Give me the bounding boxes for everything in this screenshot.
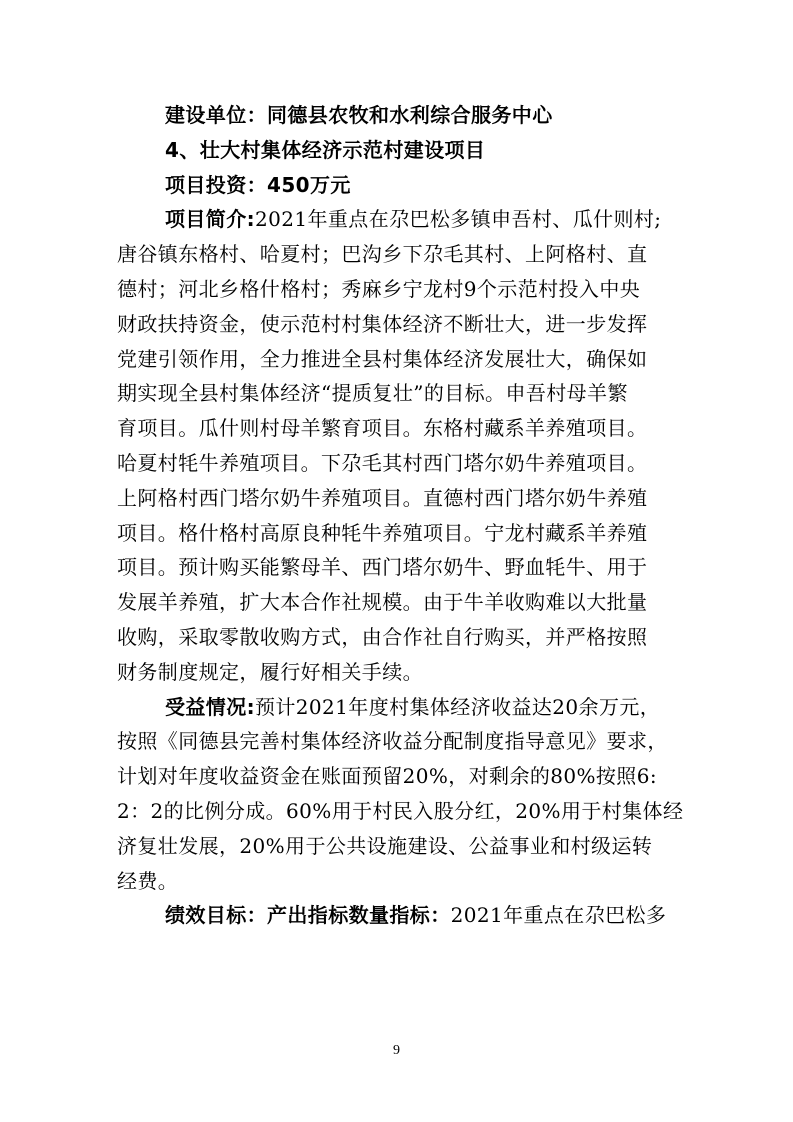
document-body — [117, 98, 683, 933]
investment-value: 450万元 — [267, 172, 351, 197]
benefit-line-first — [117, 690, 683, 725]
intro-line: 期实现全县村集体经济“提质复壮”的目标。申吾村母羊繁 — [117, 381, 628, 406]
construction-unit-value: 同德县农牧和水利综合服务中心 — [267, 103, 553, 127]
intro-line: 德村；河北乡格什格村；秀麻乡宁龙村9个示范村投入中央 — [117, 276, 641, 301]
benefit-line: 济复壮发展，20%用于公共设施建设、公益事业和村级运转 — [117, 833, 653, 858]
intro-line: 财务制度规定，履行好相关手续。 — [117, 659, 423, 684]
investment-label: 项目投资： — [165, 172, 267, 197]
intro-line: 党建引领作用，全力推进全县村集体经济发展壮大，确保如 — [117, 346, 648, 371]
intro-line: 收购，采取零散收购方式，由合作社自行购买，并严格按照 — [117, 624, 648, 649]
intro-text: 2021年重点在尕巴松多镇申吾村、瓜什则村; — [255, 207, 662, 232]
benefit-paragraph — [117, 690, 683, 899]
performance-line — [117, 898, 683, 933]
intro-line: 上阿格村西门塔尔奶牛养殖项目。直德村西门塔尔奶牛养殖 — [117, 485, 648, 510]
construction-unit-label: 建设单位： — [165, 103, 267, 127]
intro-line: 哈夏村牦牛养殖项目。下尕毛其村西门塔尔奶牛养殖项目。 — [117, 450, 648, 475]
intro-line: 发展羊养殖，扩大本合作社规模。由于牛羊收购难以大批量 — [117, 590, 648, 615]
intro-line-first — [117, 202, 683, 237]
intro-label: 项目简介: — [165, 207, 255, 232]
project-title: 4、壮大村集体经济示范村建设项目 — [165, 137, 486, 162]
benefit-line: 按照《同德县完善村集体经济收益分配制度指导意见》要求， — [117, 729, 668, 754]
intro-line: 财政扶持资金，使示范村村集体经济不断壮大，进一步发挥 — [117, 311, 648, 336]
performance-label: 绩效目标：产出指标数量指标： — [165, 903, 451, 928]
benefit-line: 计划对年度收益资金在账面预留20%，对剩余的80%按照6: — [117, 764, 657, 789]
construction-unit-line — [117, 98, 683, 133]
intro-line: 唐谷镇东格村、哈夏村；巴沟乡下尕毛其村、上阿格村、直 — [117, 242, 648, 267]
intro-line: 项目。预计购买能繁母羊、西门塔尔奶牛、野血牦牛、用于 — [117, 555, 648, 580]
page-number: 9 — [393, 1043, 400, 1058]
intro-line: 育项目。瓜什则村母羊繁育项目。东格村藏系羊养殖项目。 — [117, 416, 648, 441]
benefit-line: 2：2的比例分成。60%用于村民入股分红，20%用于村集体经 — [117, 798, 684, 823]
benefit-label: 受益情况: — [165, 694, 255, 719]
investment-line — [117, 168, 683, 203]
benefit-line: 经费。 — [117, 868, 179, 893]
performance-text: 2021年重点在尕巴松多 — [450, 903, 667, 928]
benefit-text: 预计2021年度村集体经济收益达20余万元， — [255, 694, 661, 719]
intro-paragraph — [117, 202, 683, 689]
intro-line: 项目。格什格村高原良种牦牛养殖项目。宁龙村藏系羊养殖 — [117, 520, 648, 545]
